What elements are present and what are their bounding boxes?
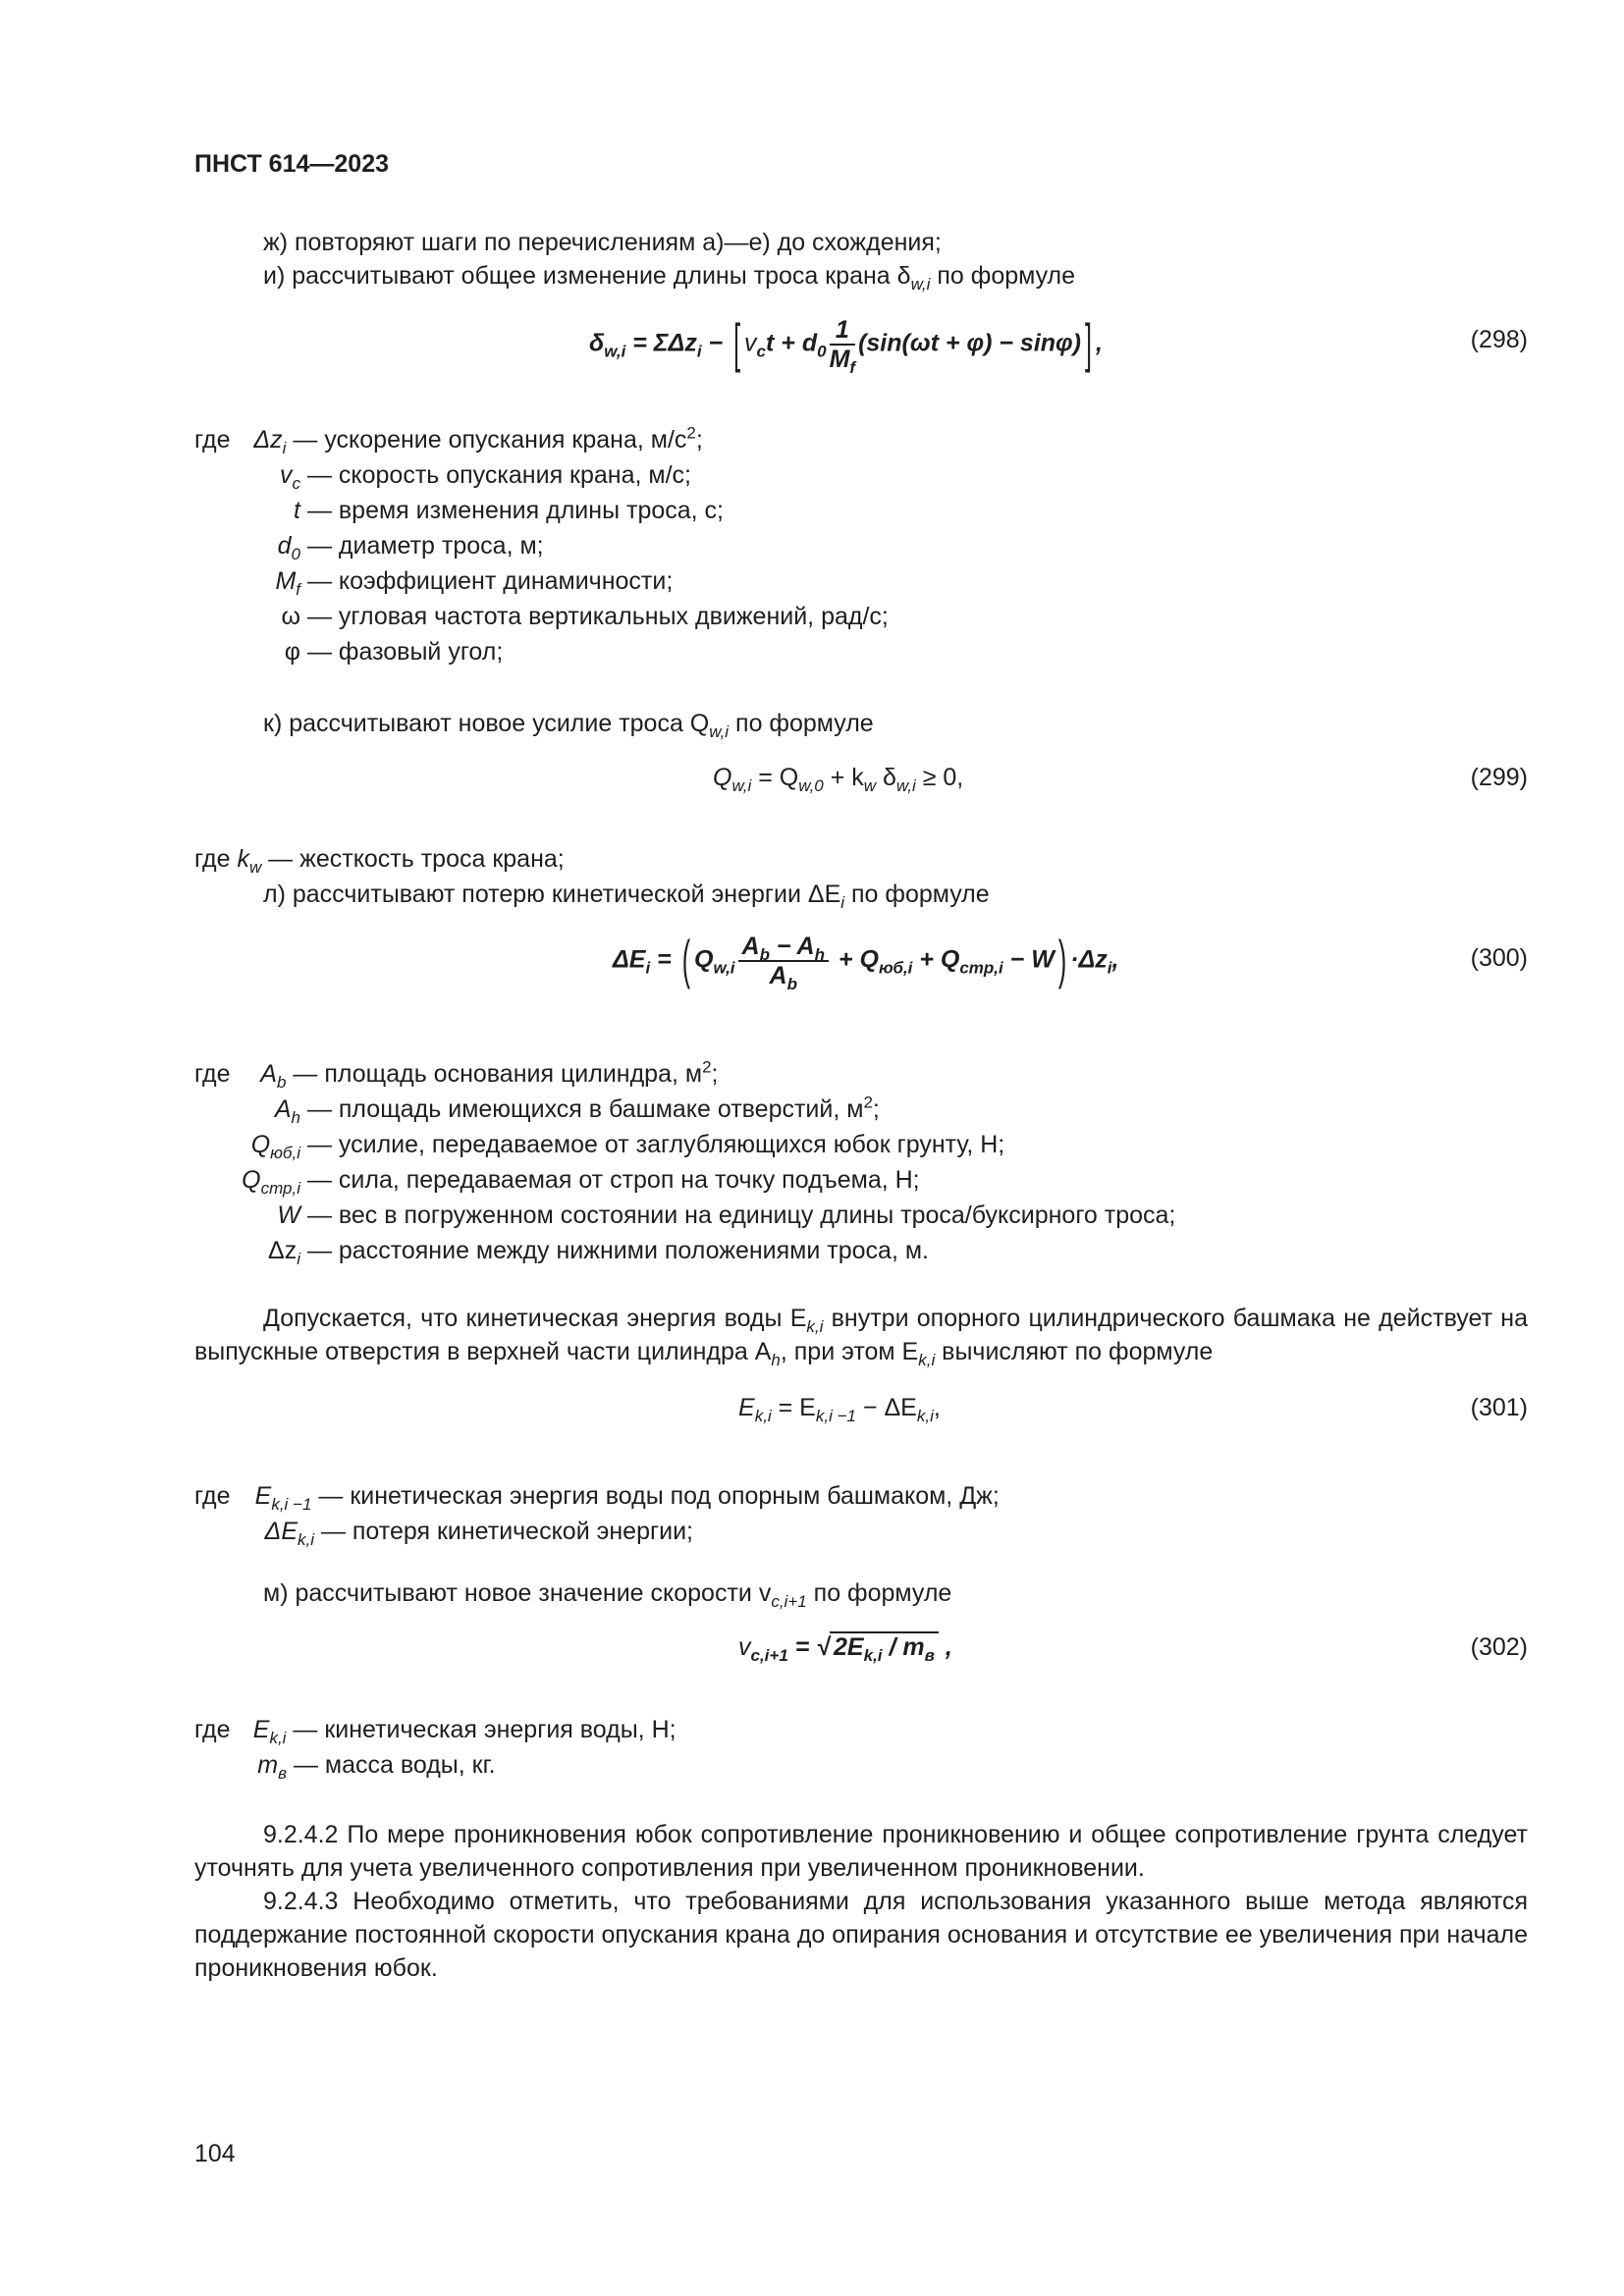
where-item: φ — фазовый угол; <box>284 638 504 666</box>
where-item: $M_f$ — коэффициент динамичности; <box>275 567 674 599</box>
formula-299: $Q_{w,i} = Q_{w,0} + k_w$ $\delta_{w,i} \ge 0$, <box>713 764 964 795</box>
step-m: м) рассчитывают новое значение скорости $v_{c,i+1}$ по формуле <box>263 1579 952 1611</box>
where-item: ω — угловая частота вертикальных движений, рад/с; <box>281 603 889 630</box>
where-list-5 <box>194 1712 677 1783</box>
where-list-3 <box>194 1056 1175 1268</box>
where-item: где $E_{k,i}$ — кинетическая энергия воды, Н; <box>194 1716 677 1747</box>
paragraph-9-2-4-3: 9.2.4.3 Необходимо отметить, что требованиями для использования указанного выше метода являются поддержание постоянной скорости опускания крана до опирания основания и отсутствие ее увеличения при начале проникновения юбок. <box>194 1888 1528 1982</box>
equation-number-300: (300) <box>1470 944 1528 972</box>
step-zh: ж) повторяют шаги по перечислениям а)—е) до схождения; <box>263 229 942 256</box>
step-i: и) рассчитывают общее изменение длины троса крана $\delta_{w,i}$ по формуле <box>263 262 1076 294</box>
where-item: $A_h$ — площадь имеющихся в башмаке отверстий, $м^2$; <box>274 1093 880 1127</box>
paragraph-9-2-4-2: 9.2.4.2 По мере проникновения юбок сопротивление проникновению и общее сопротивление грунта следует уточнять для учета увеличенного сопротивления при увеличенном проникновении. <box>194 1821 1528 1882</box>
where-item: $\Delta E_{k,i}$ — потеря кинетической энергии; <box>264 1518 693 1549</box>
where-item: t — время изменения длины троса, с; <box>294 497 724 524</box>
formula-298: $\delta_{w,i} = \Sigma\Delta z_i$ − [ $v_ct + d_0$ $\frac{1}{M_f}$ (sin(ωt + φ) − sinφ) ] , <box>589 313 1103 377</box>
where-list-1 <box>194 422 889 669</box>
where-item: где $E_{k,i -1}$ — кинетическая энергия воды под опорным башмаком, Дж; <box>194 1482 1000 1514</box>
formula-302: $v_{c,i+1}$ = √ $2E_{k,i} / m_в$ , <box>738 1633 952 1665</box>
formula-300: $\Delta E_i$ = ( $Q_{w,i}$ $\frac{A_b - A_h}{A_b}$ + $Q_{юб,i} + Q_{стр,i} - W$ ) $\cdot\Delta z_i$, <box>613 930 1119 993</box>
where-item: $Q_{юб,i}$ — усилие, передаваемое от заглубляющихся юбок грунту, Н; <box>250 1131 1005 1162</box>
equation-number-299: (299) <box>1470 764 1528 791</box>
where-item: где $A_b$ — площадь основания цилиндра, $м^2$; <box>194 1057 719 1092</box>
step-k: к) рассчитывают новое усилие троса $Q_{w,i}$ по формуле <box>263 710 874 741</box>
equation-number-301: (301) <box>1470 1394 1528 1421</box>
where-item: $d_0$ — диаметр троса, м; <box>277 532 544 563</box>
equation-number-298: (298) <box>1470 326 1528 353</box>
page-header: ПНСТ 614—2023 <box>194 150 389 178</box>
where-item: W — вес в погруженном состоянии на единицу длины троса/буксирного троса; <box>277 1201 1176 1229</box>
page-number: 104 <box>194 2140 236 2167</box>
where-item: $Q_{стр,i}$ — сила, передаваемая от строп на точку подъема, Н; <box>242 1166 920 1198</box>
where-list-4 <box>194 1478 1000 1549</box>
formula-301: $E_{k,i} = E_{k,i -1} - \Delta E_{k,i}$, <box>738 1394 941 1425</box>
where-list-2: где $k_w$ — жесткость троса крана; <box>194 845 565 877</box>
step-l: л) рассчитывают потерю кинетической энергии $\Delta E_i$ по формуле <box>263 881 990 912</box>
where-item: где $\Delta z_i$ — ускорение опускания крана, $м/с^2$; <box>194 423 703 457</box>
where-item: $v_c$ — скорость опускания крана, м/с; <box>280 461 691 493</box>
where-item: $\Delta z_i$ — расстояние между нижними положениями троса, м. <box>268 1237 929 1268</box>
equation-number-302: (302) <box>1470 1633 1528 1661</box>
paragraph-kinetic-energy: Допускается, что кинетическая энергия воды $E_{k,i}$ внутри опорного цилиндрического башмака не действует на выпускные отверстия в верхней части цилиндра $A_h$, при этом $E_{k,i}$ вычисляют по формуле <box>194 1305 1528 1369</box>
where-item: $m_в$ — масса воды, кг. <box>257 1751 496 1783</box>
